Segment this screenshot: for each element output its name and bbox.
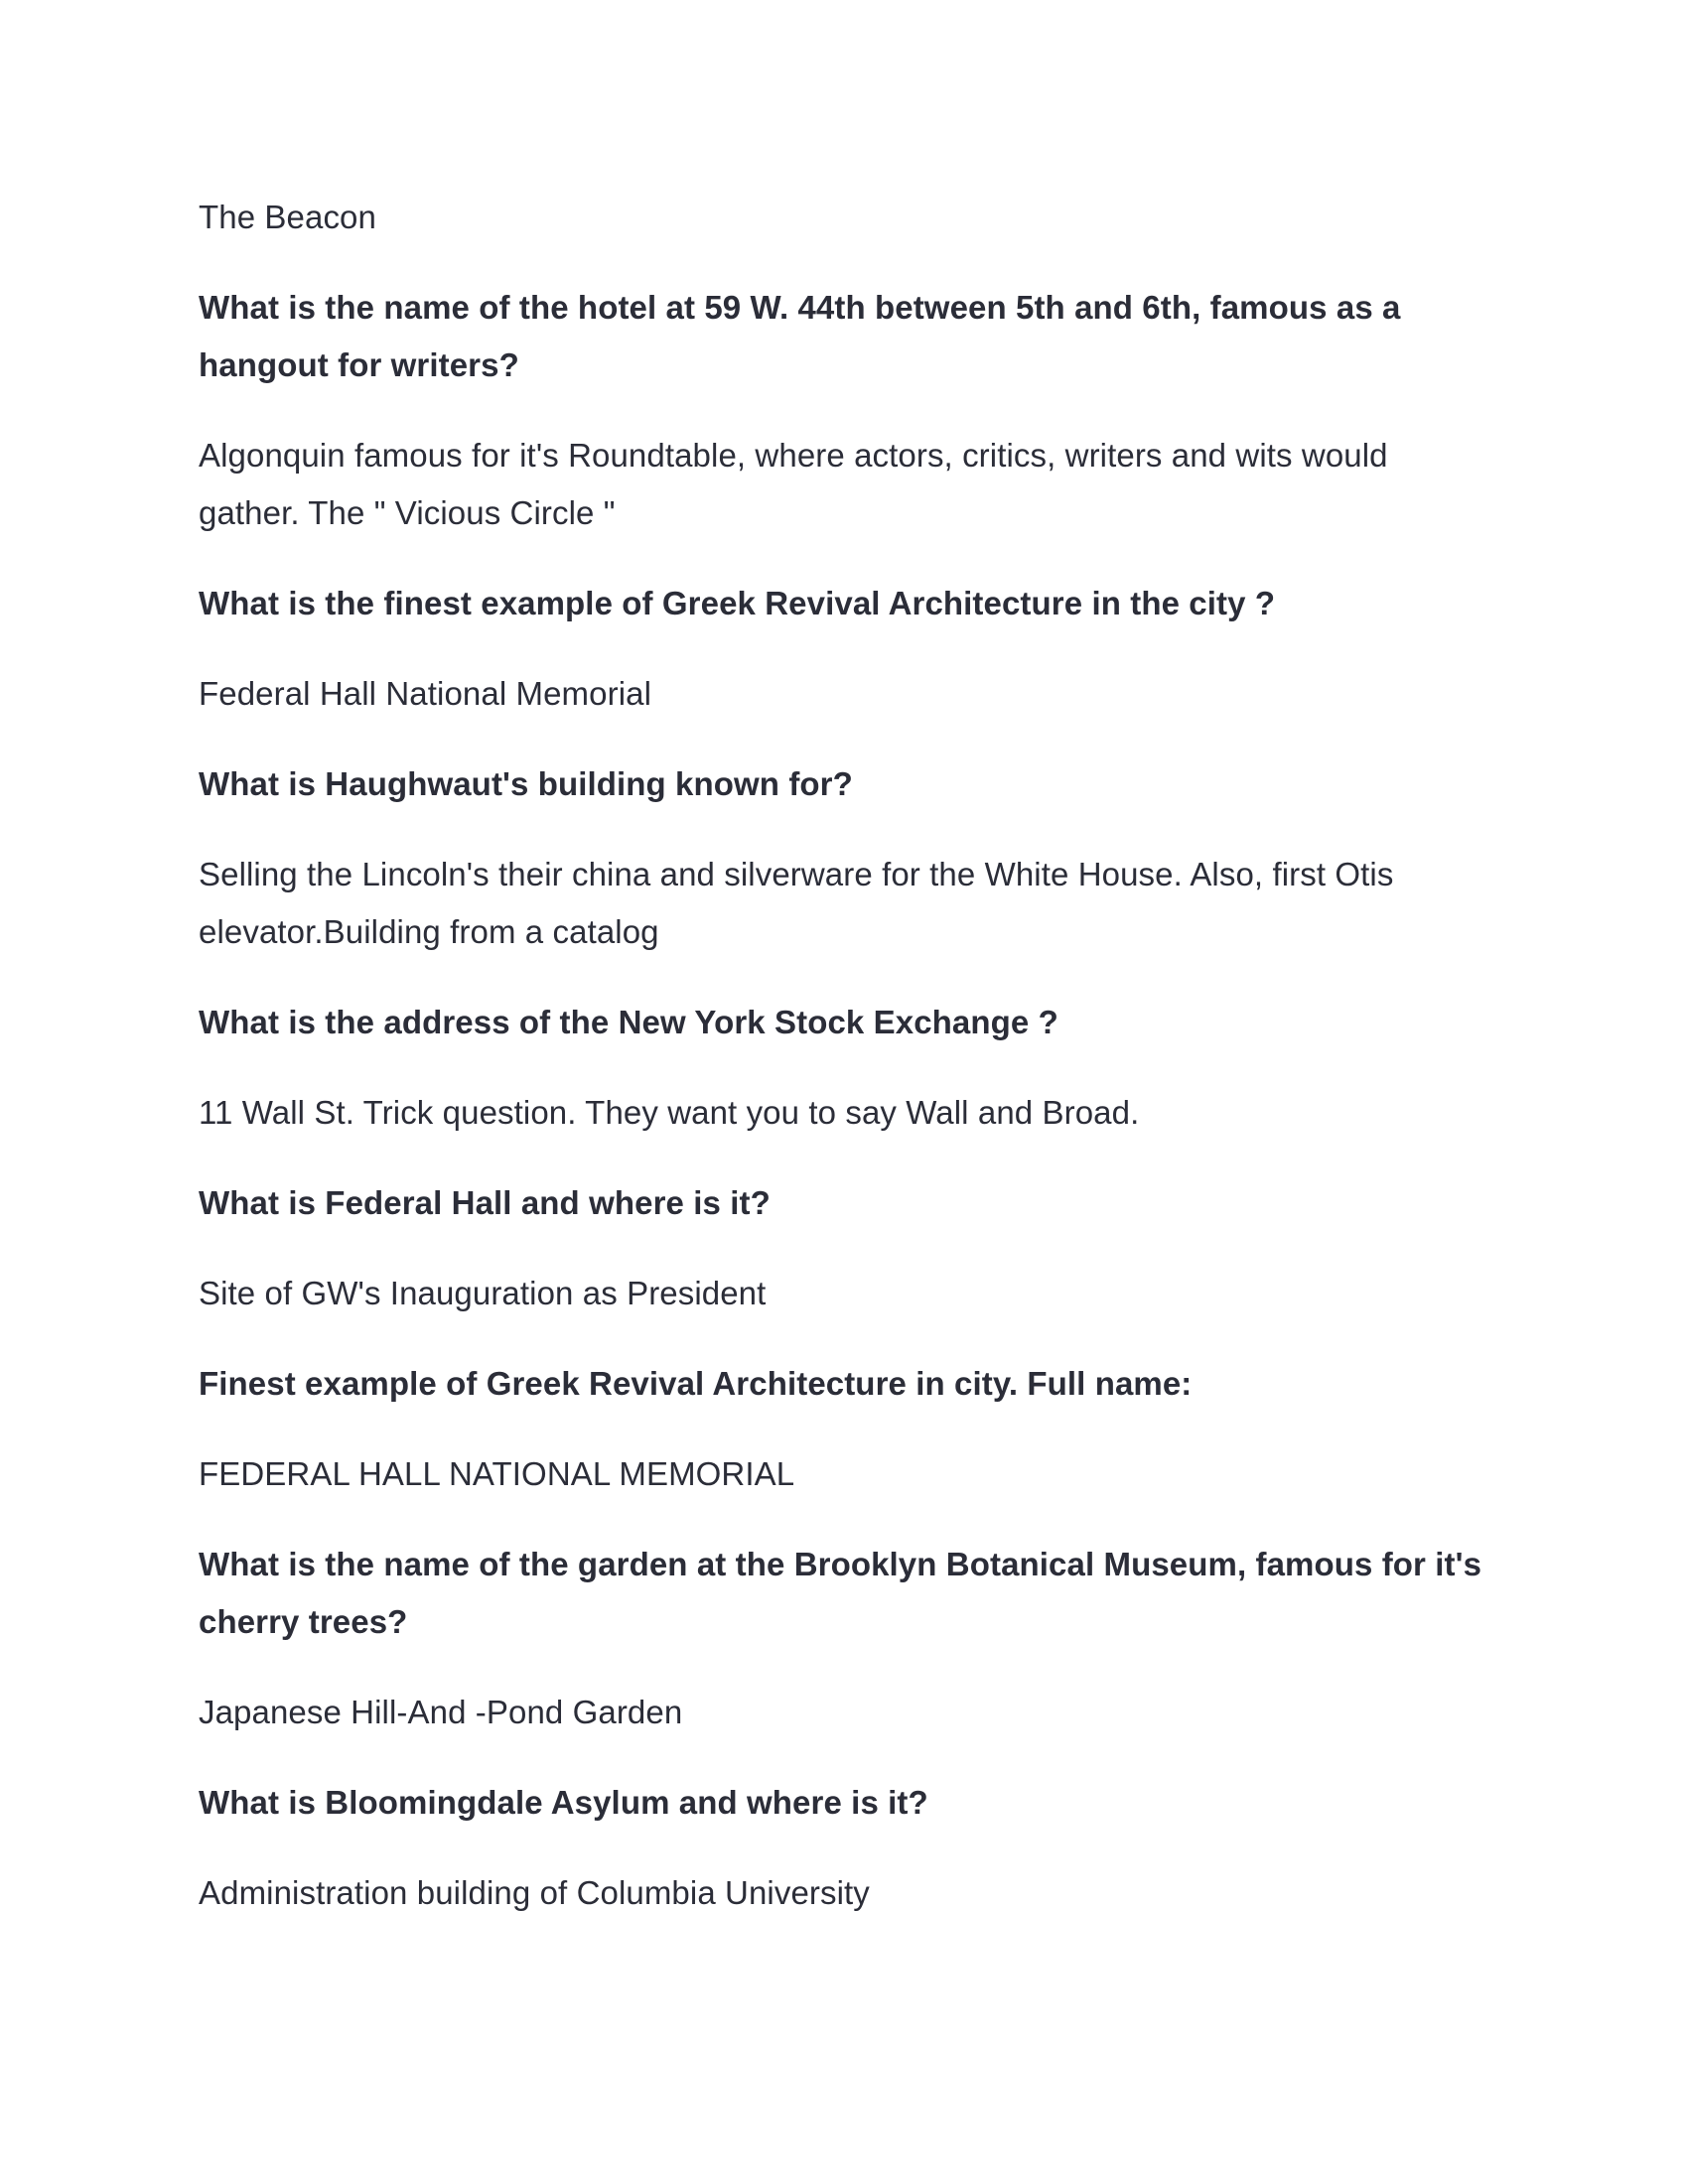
answer-6: FEDERAL HALL NATIONAL MEMORIAL: [199, 1455, 795, 1492]
question-4: What is the address of the New York Stock Exchange ?: [199, 1004, 1058, 1040]
answer-4: 11 Wall St. Trick question. They want you to say Wall and Broad.: [199, 1094, 1140, 1131]
answer-5: Site of GW's Inauguration as President: [199, 1275, 767, 1311]
question-5: What is Federal Hall and where is it?: [199, 1184, 771, 1221]
question-8: What is Bloomingdale Asylum and where is it?: [199, 1784, 928, 1821]
question-2: What is the finest example of Greek Revival Architecture in the city ?: [199, 585, 1276, 621]
question-3: What is Haughwaut's building known for?: [199, 765, 853, 802]
document-page: [199, 189, 1489, 1955]
intro-answer: The Beacon: [199, 199, 376, 235]
question-7: What is the name of the garden at the Brooklyn Botanical Museum, famous for it's cherry trees?: [199, 1546, 1482, 1640]
answer-2: Federal Hall National Memorial: [199, 675, 652, 712]
answer-7: Japanese Hill-And -Pond Garden: [199, 1694, 683, 1730]
question-6: Finest example of Greek Revival Architecture in city. Full name:: [199, 1365, 1193, 1402]
question-1: What is the name of the hotel at 59 W. 44th between 5th and 6th, famous as a hangout for writers?: [199, 289, 1401, 383]
answer-8: Administration building of Columbia University: [199, 1874, 870, 1911]
answer-1: Algonquin famous for it's Roundtable, where actors, critics, writers and wits would gather. The " Vicious Circle ": [199, 437, 1388, 531]
answer-3: Selling the Lincoln's their china and silverware for the White House. Also, first Otis elevator.Building from a catalog: [199, 856, 1394, 950]
